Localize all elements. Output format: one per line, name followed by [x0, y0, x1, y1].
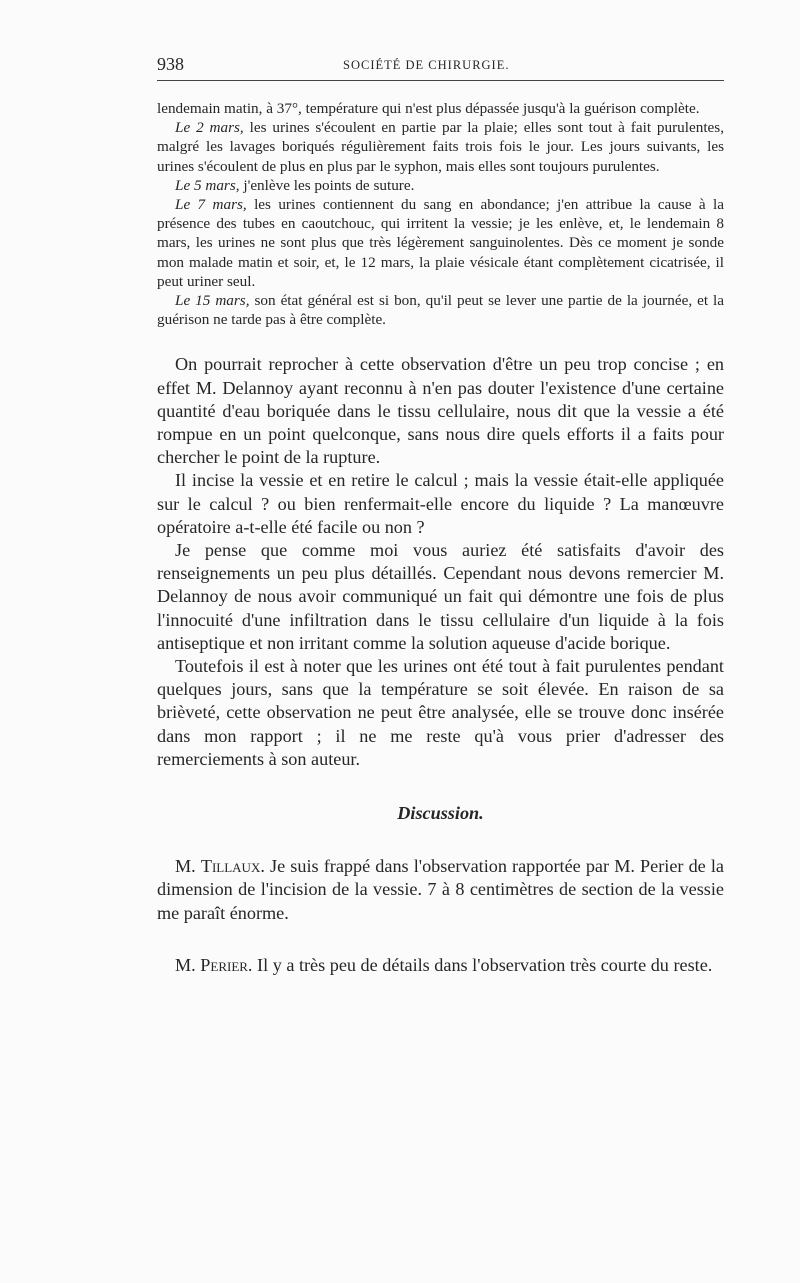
document-page	[157, 54, 724, 977]
case-paragraph-4	[157, 195, 724, 291]
speaker-prefix: M.	[175, 954, 196, 975]
case-date-label: Le 2 mars,	[175, 119, 244, 137]
commentary-paragraph-4: Toutefois il est à noter que les urines ont été tout à fait purulentes pendant quelques jours, sans que la température se soit élevée. En raison de sa brièveté, cette observation ne peut être analysée, elle se trouve donc insérée dans mon rapport ; il ne me reste qu'à vous prier d'adresser des remerciements à son auteur.	[157, 656, 724, 769]
case-paragraph-1	[157, 99, 724, 118]
case-paragraph-text: les urines s'écoulent en partie par la plaie; elles sont tout à fait purulentes, malgré les lavages boriqués régulièrement faits trois fois le jour. Les jours suivants, les urines s'écoulent de plus en plus par le syphon, mais elles sont toujours purulentes.	[157, 119, 724, 175]
speaker-prefix: M.	[175, 856, 196, 877]
case-paragraph-3	[157, 176, 724, 195]
speaker-name: Tillaux.	[200, 856, 265, 877]
commentary-paragraph-3: Je pense que comme moi vous auriez été satisfaits d'avoir des renseignements un peu plus détaillés. Cependant nous devons remercier M. Delannoy de nous avoir communiqué un fait qui démontre une fois de plus l'innocuité d'une infiltration dans le tissu cellulaire d'un liquide à la fois antiseptique et non irritant comme la solution aqueuse d'acide borique.	[157, 540, 724, 653]
case-paragraph-2	[157, 118, 724, 176]
page-header	[157, 54, 724, 81]
case-paragraph-5	[157, 291, 724, 329]
running-title: SOCIÉTÉ DE CHIRURGIE.	[343, 58, 510, 72]
case-paragraph-text: les urines contiennent du sang en abondance; j'en attribue la cause à la présence des tubes en caoutchouc, qui irritent la vessie; je les enlève, et, le lendemain 8 mars, les urines ne sont plus que très légèrement sanguinolentes. Dès ce moment je sonde mon malade matin et soir, et, le 12 mars, la plaie vésicale étant complètement cicatrisée, il peut uriner seul.	[157, 196, 724, 290]
report-commentary	[157, 353, 724, 771]
perier-remark	[157, 954, 724, 977]
case-paragraph-text: son état général est si bon, qu'il peut se lever une partie de la journée, et la guérison ne tarde pas à être complète.	[157, 292, 724, 329]
speaker-name: Perier.	[200, 954, 253, 975]
discussion-heading: Discussion.	[397, 803, 484, 824]
page-number: 938	[157, 54, 184, 74]
case-date-label: Le 5 mars,	[175, 176, 240, 194]
discussion-remarks	[157, 855, 724, 977]
speech-text: Je suis frappé dans l'observation rapportée par M. Perier de la dimension de l'incision de la vessie. 7 à 8 centimètres de section de la vessie me paraît énorme.	[157, 856, 724, 923]
case-observation	[157, 99, 724, 329]
case-paragraph-text: lendemain matin, à 37°, température qui n'est plus dépassée jusqu'à la guérison complète.	[157, 100, 700, 117]
case-date-label: Le 15 mars,	[175, 292, 250, 310]
speech-text: Il y a très peu de détails dans l'observation très courte du reste.	[252, 954, 713, 975]
commentary-paragraph-1: On pourrait reprocher à cette observation d'être un peu trop concise ; en effet M. Delannoy ayant reconnu à n'en pas douter l'existence d'une certaine quantité d'eau boriquée dans le tissu cellulaire, nous dit que la vessie a été rompue en un point quelconque, sans nous dire quels efforts il a faits pour chercher le point de la rupture.	[157, 354, 724, 468]
case-date-label: Le 7 mars,	[175, 196, 247, 214]
commentary-paragraph-2: Il incise la vessie et en retire le calcul ; mais la vessie était-elle appliquée sur le calcul ? ou bien renfermait-elle encore du liquide ? La manœuvre opératoire a-t-elle été facile ou non ?	[157, 470, 724, 537]
case-paragraph-text: j'enlève les points de suture.	[239, 176, 415, 194]
tillaux-remark	[157, 855, 724, 925]
